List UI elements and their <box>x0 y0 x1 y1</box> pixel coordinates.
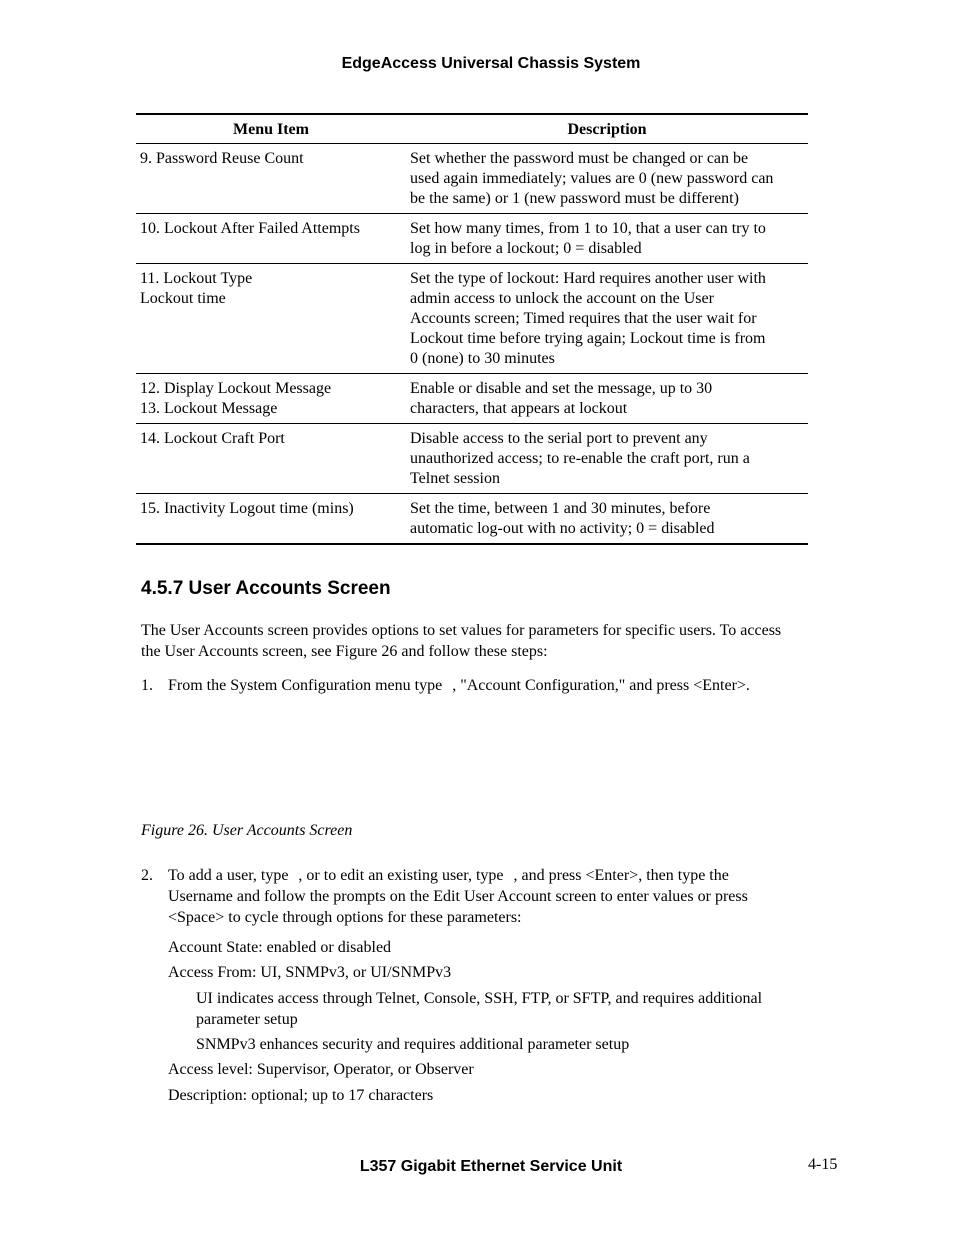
description-text: log in before a lockout; 0 = disabled <box>410 240 642 257</box>
description-text: Telnet session <box>410 470 500 487</box>
menu-item-cell <box>136 374 406 424</box>
table-header-row <box>136 114 808 144</box>
description-cell <box>406 424 808 494</box>
intro-paragraph <box>141 620 841 662</box>
step-text <box>168 865 818 928</box>
snmp-note: SNMPv3 enhances security and requires additional parameter setup <box>196 1036 630 1053</box>
menu-item-cell <box>136 494 406 545</box>
step-line <box>168 865 818 886</box>
note-line: UI indicates access through Telnet, Console, SSH, FTP, or SFTP, and requires additional <box>196 990 763 1007</box>
param-access-level: Access level: Supervisor, Operator, or Observer <box>168 1061 474 1078</box>
step-text-part: To add a user, type <box>168 867 289 884</box>
description-text: Set the time, between 1 and 30 minutes, before <box>410 500 711 517</box>
description-cell <box>406 214 808 264</box>
step-text <box>168 675 818 696</box>
table-row <box>136 264 808 374</box>
description-text: Set whether the password must be changed or can be <box>410 150 749 167</box>
description-cell <box>406 374 808 424</box>
menu-item-text: 14. Lockout Craft Port <box>140 430 285 447</box>
step-text-part: , "Account Configuration," and press <Enter>. <box>452 677 750 694</box>
menu-item-cell <box>136 144 406 214</box>
description-text: used again immediately; values are 0 (new password can <box>410 170 774 187</box>
table-row <box>136 424 808 494</box>
step-text-part: , and press <Enter>, then type the <box>513 867 729 884</box>
description-text: 0 (none) to 30 minutes <box>410 350 555 367</box>
column-header-description: Description <box>406 114 808 144</box>
note-line: parameter setup <box>196 1011 298 1028</box>
menu-item-text: 9. Password Reuse Count <box>140 150 304 167</box>
intro-line: The User Accounts screen provides options to set values for parameters for specific users. To access <box>141 622 782 639</box>
table-row <box>136 214 808 264</box>
menu-item-text: 10. Lockout After Failed Attempts <box>140 220 360 237</box>
menu-item-cell <box>136 424 406 494</box>
description-text: Disable access to the serial port to prevent any <box>410 430 708 447</box>
running-header: EdgeAccess Universal Chassis System <box>341 55 641 72</box>
description-cell <box>406 264 808 374</box>
step-line: Username and follow the prompts on the Edit User Account screen to enter values or press <box>168 888 748 905</box>
menu-item-cell <box>136 264 406 374</box>
description-cell <box>406 494 808 545</box>
param-access-from: Access From: UI, SNMPv3, or UI/SNMPv3 <box>168 964 452 981</box>
table-row <box>136 494 808 545</box>
description-text: Enable or disable and set the message, up to 30 <box>410 380 713 397</box>
description-cell <box>406 144 808 214</box>
figure-caption: Figure 26. User Accounts Screen <box>141 822 353 839</box>
ui-note <box>196 988 826 1030</box>
table-row <box>136 374 808 424</box>
footer-title: L357 Gigabit Ethernet Service Unit <box>359 1158 623 1175</box>
table-row <box>136 144 808 214</box>
step-number: 1. <box>141 677 153 694</box>
step-text-part: From the System Configuration menu type <box>168 677 443 694</box>
intro-line: the User Accounts screen, see Figure 26 and follow these steps: <box>141 643 548 660</box>
description-text: Lockout time before trying again; Lockout time is from <box>410 330 766 347</box>
menu-item-table <box>136 113 808 545</box>
description-text: Set how many times, from 1 to 10, that a user can try to <box>410 220 766 237</box>
page-number: 4-15 <box>808 1156 838 1173</box>
description-text: automatic log-out with no activity; 0 = disabled <box>410 520 715 537</box>
menu-item-text: Lockout time <box>140 290 226 307</box>
step-text-part: , or to edit an existing user, type <box>298 867 504 884</box>
menu-item-cell <box>136 214 406 264</box>
description-text: be the same) or 1 (new password must be different) <box>410 190 739 207</box>
menu-item-text: 12. Display Lockout Message <box>140 380 332 397</box>
description-text: Accounts screen; Timed requires that the user wait for <box>410 310 757 327</box>
step-line: <Space> to cycle through options for these parameters: <box>168 909 522 926</box>
menu-item-text: 11. Lockout Type <box>140 270 253 287</box>
menu-item-text: 15. Inactivity Logout time (mins) <box>140 500 354 517</box>
param-description: Description: optional; up to 17 characters <box>168 1087 434 1104</box>
description-text: Set the type of lockout: Hard requires another user with <box>410 270 766 287</box>
section-heading: 4.5.7 User Accounts Screen <box>141 578 391 599</box>
description-text: admin access to unlock the account on the User <box>410 290 714 307</box>
column-header-menu-item: Menu Item <box>136 114 406 144</box>
description-text: characters, that appears at lockout <box>410 400 628 417</box>
param-account-state: Account State: enabled or disabled <box>168 939 392 956</box>
step-number: 2. <box>141 867 153 884</box>
menu-item-text: 13. Lockout Message <box>140 400 278 417</box>
description-text: unauthorized access; to re-enable the craft port, run a <box>410 450 750 467</box>
